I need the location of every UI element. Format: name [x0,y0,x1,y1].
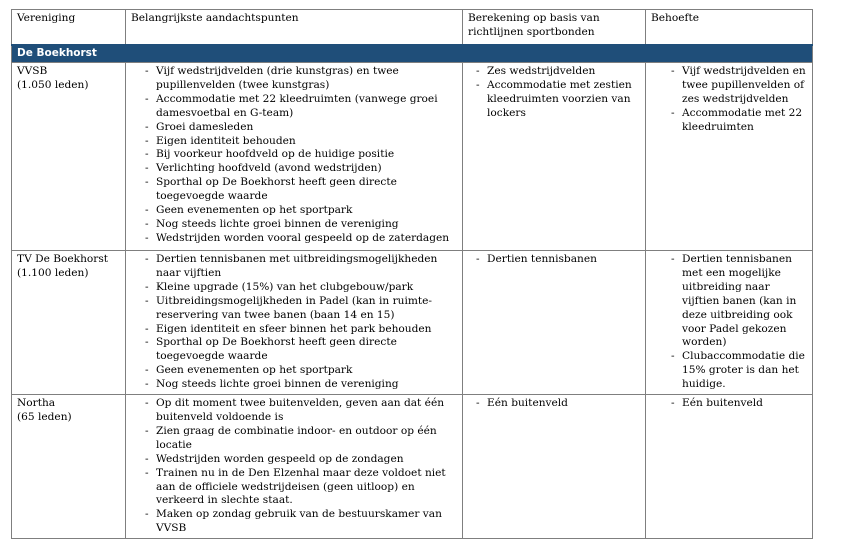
header-berekening: Berekening op basis van richtlijnen sportbonden [463,10,646,46]
need-list [668,65,807,135]
club-members: (65 leden) [17,410,72,423]
list-item: - Dertien tennisbanen met een mogelijke uitbreiding naar vijftien banen (kan in deze uitbreiding ook voor Padel gekozen worden) [668,253,807,350]
points-list [142,65,457,246]
list-item: - Zes wedstrijdvelden [473,65,640,79]
table-row [12,395,813,539]
calculation-cell [463,395,646,539]
list-item: - Bij voorkeur hoofdveld op de huidige positie [142,148,457,162]
header-row [12,10,813,46]
points-cell [126,395,463,539]
needs-table [11,9,813,539]
list-item: - Wedstrijden worden vooral gespeeld op de zaterdagen [142,232,457,246]
list-item: - Eén buitenveld [473,397,640,411]
list-item: - Vijf wedstrijdvelden (drie kunstgras) en twee pupillenvelden (twee kunstgras) [142,65,457,93]
list-item: - Geen evenementen op het sportpark [142,364,457,378]
list-item: - Trainen nu in de Den Elzenhal maar deze voldoet niet aan de officiele wedstrijdeisen (geen uitloop) en verkeerd in slechte staat. [142,467,457,509]
need-cell [646,251,813,395]
header-behoefte: Behoefte [646,10,813,46]
list-item: - Dertien tennisbanen [473,253,640,267]
section-title: De Boekhorst [12,45,813,63]
points-cell [126,251,463,395]
need-list [668,397,807,411]
header-vereniging: Vereniging [12,10,126,46]
list-item: - Op dit moment twee buitenvelden, geven aan dat één buitenveld voldoende is [142,397,457,425]
list-item: - Eén buitenveld [668,397,807,411]
calculation-cell [463,63,646,251]
list-item: - Sporthal op De Boekhorst heeft geen directe toegevoegde waarde [142,176,457,204]
list-item: - Maken op zondag gebruik van de bestuurskamer van VVSB [142,508,457,536]
club-cell [12,251,126,395]
section-row [12,45,813,63]
list-item: - Accommodatie met zestien kleedruimten voorzien van lockers [473,79,640,121]
header-aandachtspunten: Belangrijkste aandachtspunten [126,10,463,46]
list-item: - Eigen identiteit en sfeer binnen het park behouden [142,323,457,337]
club-name: TV De Boekhorst [17,253,109,265]
list-item: - Accommodatie met 22 kleedruimten (vanwege groei damesvoetbal en G-team) [142,93,457,121]
need-cell [646,63,813,251]
list-item: - Nog steeds lichte groei binnen de vereniging [142,218,457,232]
list-item: - Clubaccommodatie die 15% groter is dan het huidige. [668,350,807,392]
club-cell [12,63,126,251]
list-item: - Dertien tennisbanen met uitbreidingsmogelijkheden naar vijftien [142,253,457,281]
list-item: - Vijf wedstrijdvelden en twee pupillenvelden of zes wedstrijdvelden [668,65,807,107]
table-row [12,251,813,395]
list-item: - Sporthal op De Boekhorst heeft geen directe toegevoegde waarde [142,336,457,364]
list-item: - Kleine upgrade (15%) van het clubgebouw/park [142,281,457,295]
club-name: VVSB [17,65,48,77]
list-item: - Zien graag de combinatie indoor- en outdoor op één locatie [142,425,457,453]
list-item: - Geen evenementen op het sportpark [142,204,457,218]
points-list [142,397,457,536]
need-list [668,253,807,392]
calculation-cell [463,251,646,395]
points-cell [126,63,463,251]
club-cell [12,395,126,539]
list-item: - Nog steeds lichte groei binnen de vereniging [142,378,457,392]
list-item: - Wedstrijden worden gespeeld op de zondagen [142,453,457,467]
club-members: (1.100 leden) [17,266,89,279]
list-item: - Uitbreidingsmogelijkheden in Padel (kan in ruimte-reservering van twee banen (baan 14 en 15) [142,295,457,323]
club-name: Northa [17,397,56,410]
calculation-list [473,397,640,411]
need-cell [646,395,813,539]
calculation-list [473,253,640,267]
points-list [142,253,457,392]
table-row [12,63,813,251]
list-item: - Groei damesleden [142,121,457,135]
list-item: - Verlichting hoofdveld (avond wedstrijden) [142,162,457,176]
list-item: - Accommodatie met 22 kleedruimten [668,107,807,135]
club-members: (1.050 leden) [17,78,89,91]
list-item: - Eigen identiteit behouden [142,135,457,149]
calculation-list [473,65,640,121]
